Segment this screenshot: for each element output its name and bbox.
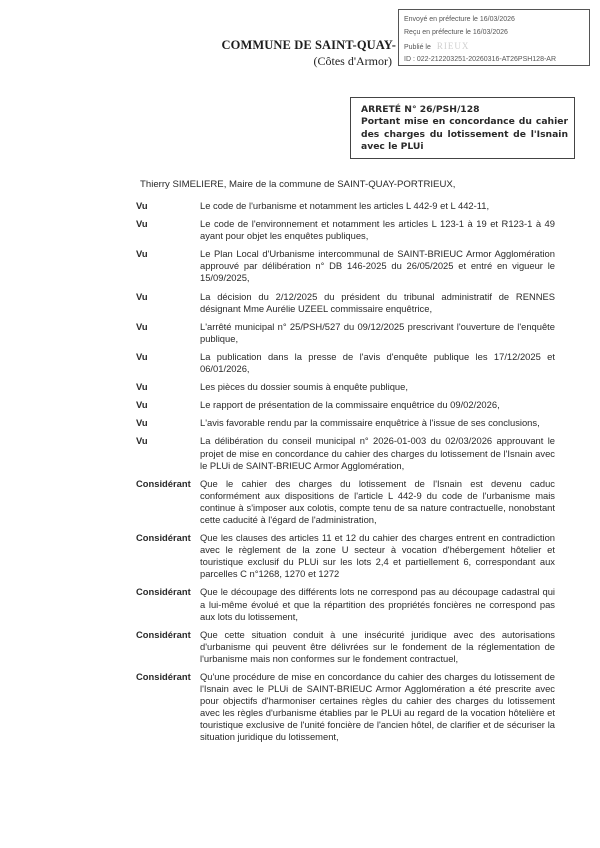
- prefecture-stamp: [398, 9, 590, 66]
- clause-label: Vu: [136, 350, 148, 362]
- clause-label: Vu: [136, 399, 148, 411]
- clause-label: Considérant: [136, 477, 191, 489]
- arrete-number: ARRETÉ N° 26/PSH/128: [361, 104, 480, 115]
- clause-label: Considérant: [136, 628, 191, 640]
- clause-text: L'arrêté municipal n° 25/PSH/527 du 09/12/2025 prescrivant l'ouverture de l'enquête publique,: [200, 320, 555, 344]
- stamp-ghost-text: RIEUX: [436, 40, 470, 51]
- clause-item: [0, 218, 600, 242]
- clause-text: Le rapport de présentation de la commissaire enquêtrice du 09/02/2026,: [200, 399, 500, 411]
- clause-text: La publication dans la presse de l'avis d'enquête publique les 17/12/2025 et 06/01/2026,: [200, 350, 555, 375]
- stamp-received: Reçu en préfecture le 16/03/2026: [404, 28, 508, 36]
- clause-item: [0, 417, 600, 429]
- clause-item: [0, 291, 600, 315]
- clause-label: Vu: [136, 381, 148, 393]
- clause-item: [0, 381, 600, 393]
- clause-label: Vu: [136, 290, 148, 302]
- clause-item: [0, 399, 600, 411]
- clause-item: [0, 435, 600, 471]
- clause-text: Que le cahier des charges du lotissement de l'Isnain est devenu caduc conformément aux dispositions de l'article L 442-9 du code de l'urbanisme mais continue à s'imposer aux colotis, compte tenu de sa nature contractuelle, nonobstant cette caducité à l'égard de l'administration,: [200, 477, 555, 525]
- arrete-title-box: [350, 97, 575, 159]
- clause-text: Qu'une procédure de mise en concordance du cahier des charges du lotissement de l'Isnain avec le PLUi de SAINT-BRIEUC Armor Agglomération a été prescrite avec pour objectifs d'harmoniser certaines règles du cahier des charges du lotissement avec les règles d'urbanisme établies par le PLUi au regard de la vocation hôtelière et touristique exclusive de l'unité foncière de l'ancien hôtel, de clarifier et de sécuriser la situation juridique du lotissement,: [200, 671, 555, 743]
- arrete-subject: Portant mise en concordance du cahier des charges du lotissement de l'Isnain avec le PLUi: [361, 116, 568, 153]
- clause-label: Vu: [136, 248, 148, 260]
- document-header: [210, 38, 396, 69]
- clause-item: [0, 321, 600, 345]
- clause-item: [0, 671, 600, 744]
- clause-text: Le code de l'urbanisme et notamment les articles L 442-9 et L 442-11,: [200, 200, 490, 211]
- clause-text: La délibération du conseil municipal n° 2026-01-003 du 02/03/2026 approuvant le projet de mise en concordance du cahier des charges du lotissement de l'Isnain avec le PLUi de SAINT-BRIEUC Armor Agglomération,: [200, 435, 555, 471]
- clauses-list: [0, 200, 600, 750]
- stamp-published-row: [404, 40, 589, 55]
- clause-item: [0, 248, 600, 284]
- clause-text: L'avis favorable rendu par la commissaire enquêtrice à l'issue de ses conclusions,: [200, 417, 540, 429]
- clause-item: [0, 532, 600, 580]
- clause-label: Vu: [136, 218, 148, 230]
- clause-label: Considérant: [136, 671, 191, 682]
- stamp-id: ID : 022-212203251-20260316-AT26PSH128-AR: [404, 56, 557, 64]
- clause-item: [0, 586, 600, 622]
- clause-label: Vu: [136, 417, 148, 429]
- clause-text: Les pièces du dossier soumis à enquête publique,: [200, 381, 408, 393]
- mayor-intro: Thierry SIMELIERE, Maire de la commune de SAINT-QUAY-PORTRIEUX,: [140, 179, 456, 190]
- clause-item: [0, 200, 600, 212]
- clause-item: [0, 351, 600, 375]
- clause-text: Le code de l'environnement et notamment les articles L 123-1 à 19 et R123-1 à 49 ayant pour objet les enquêtes publiques,: [200, 218, 555, 242]
- clause-item: [0, 629, 600, 665]
- stamp-published: Publié le: [404, 43, 431, 51]
- clause-label: Vu: [136, 320, 148, 332]
- clause-text: Que le découpage des différents lots ne correspond pas au découpage cadastral qui a lui-même évolué et que la répartition des propriétés foncières ne correspond pas aux lots du lotissement,: [200, 586, 555, 622]
- clause-label: Vu: [136, 200, 148, 211]
- clause-text: Que les clauses des articles 11 et 12 du cahier des charges entrent en contradiction avec le règlement de la zone U secteur à vocation d'hébergement hôtelier et touristique exclusif du PLUi sur les lots 2,4 et partiellement 6, correspondant aux parcelles C n°1268, 1270 et 1272: [200, 532, 555, 580]
- clause-label: Vu: [136, 435, 148, 447]
- clause-text: Que cette situation conduit à une insécurité juridique avec des autorisations d'urbanisme qui peuvent être délivrées sur le fondement de la réglementation de l'urbanisme mais non conformes sur le fondement contractuel,: [200, 628, 555, 664]
- clause-label: Considérant: [136, 532, 191, 544]
- stamp-sent: Envoyé en préfecture le 16/03/2026: [404, 16, 515, 23]
- department-name: (Côtes d'Armor): [313, 54, 392, 68]
- clause-item: [0, 478, 600, 526]
- commune-name: COMMUNE DE SAINT-QUAY-: [221, 38, 396, 52]
- clause-label: Considérant: [136, 586, 191, 598]
- clause-text: La décision du 2/12/2025 du président du tribunal administratif de RENNES désignant Mme Aurélie UZEEL commissaire enquêtrice,: [200, 290, 555, 314]
- clause-text: Le Plan Local d'Urbanisme intercommunal de SAINT-BRIEUC Armor Agglomération approuvé par délibération n° DB 146-2025 du 26/05/2025 et entré en vigueur le 15/09/2025,: [200, 248, 555, 284]
